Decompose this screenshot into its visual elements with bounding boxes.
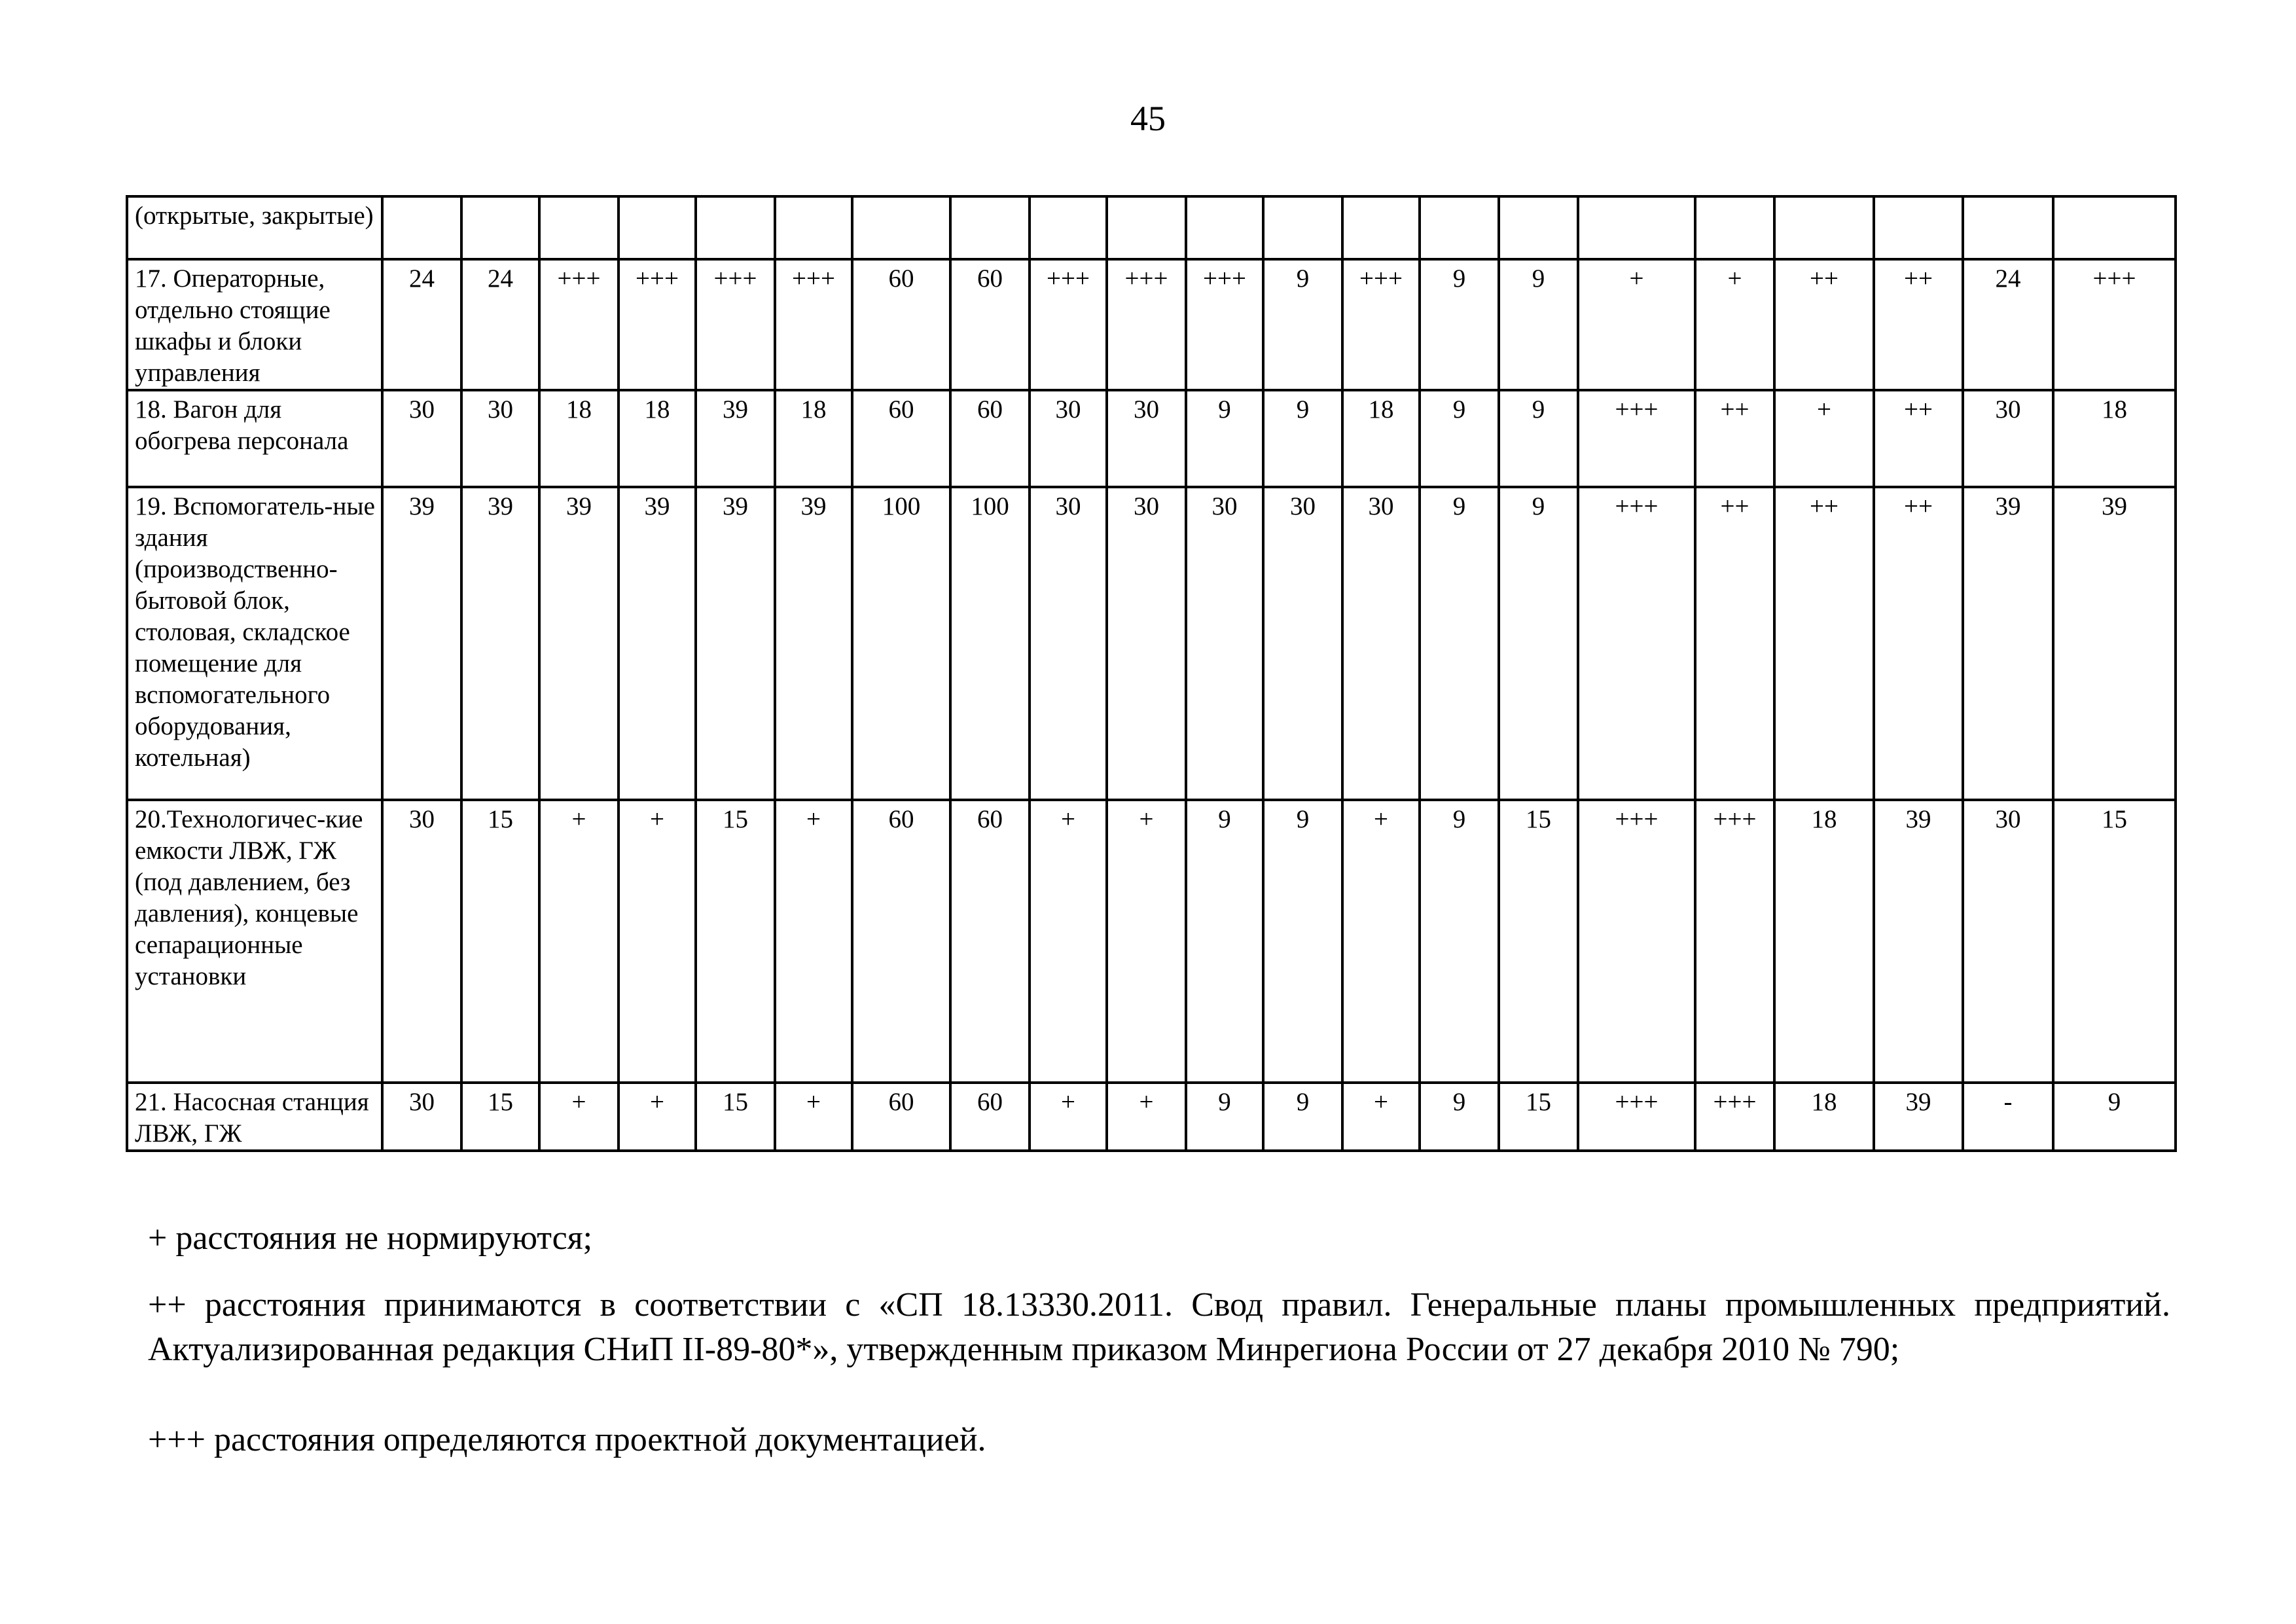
table-cell: 39 [775, 487, 852, 800]
table-cell: 9 [1263, 800, 1342, 1083]
table-cell: 30 [1030, 487, 1107, 800]
table-cell: 18 [1774, 800, 1874, 1083]
table-cell [1695, 196, 1774, 259]
table-cell: 9 [1263, 259, 1342, 390]
table-cell: 39 [696, 487, 775, 800]
table-cell: + [1342, 800, 1420, 1083]
table-cell: 30 [1263, 487, 1342, 800]
table-cell: 9 [2053, 1083, 2176, 1151]
table-cell: 30 [1186, 487, 1263, 800]
table-cell [852, 196, 950, 259]
table-cell: ++ [1695, 390, 1774, 487]
table-cell: 30 [1342, 487, 1420, 800]
table-cell: ++ [1874, 390, 1963, 487]
table-cell: 24 [382, 259, 461, 390]
table-cell: +++ [1342, 259, 1420, 390]
table-row [127, 390, 2176, 487]
table-cell: 30 [1107, 390, 1186, 487]
table-cell: 39 [1963, 487, 2053, 800]
table-cell: 39 [1874, 1083, 1963, 1151]
table-cell: 30 [1963, 800, 2053, 1083]
table-cell: 30 [461, 390, 539, 487]
table-cell: +++ [1578, 487, 1695, 800]
table-cell: ++ [1874, 259, 1963, 390]
table-cell: 60 [950, 390, 1030, 487]
table-cell [539, 196, 619, 259]
table-cell: 24 [1963, 259, 2053, 390]
table-row [127, 487, 2176, 800]
table-cell: 60 [852, 1083, 950, 1151]
table-cell: ++ [1774, 259, 1874, 390]
table-row [127, 800, 2176, 1083]
table-cell: +++ [1578, 390, 1695, 487]
table-cell: 18 [619, 390, 696, 487]
table-cell: 39 [619, 487, 696, 800]
table-cell: 18 [1774, 1083, 1874, 1151]
table-cell: 15 [1499, 1083, 1578, 1151]
table-cell [1420, 196, 1499, 259]
table-cell: +++ [1030, 259, 1107, 390]
row-label: 21. Насосная станция ЛВЖ, ГЖ [127, 1083, 382, 1151]
table-cell: 9 [1499, 487, 1578, 800]
table-cell: ++ [1695, 487, 1774, 800]
table-cell: 39 [539, 487, 619, 800]
table-cell: 39 [461, 487, 539, 800]
table-cell: 9 [1263, 1083, 1342, 1151]
table-cell [2053, 196, 2176, 259]
table-cell [1186, 196, 1263, 259]
table-cell: 100 [950, 487, 1030, 800]
table-cell: 100 [852, 487, 950, 800]
table-cell: + [1342, 1083, 1420, 1151]
table-cell: +++ [775, 259, 852, 390]
table-cell: 9 [1263, 390, 1342, 487]
table-cell: 60 [852, 800, 950, 1083]
table-cell: 9 [1420, 800, 1499, 1083]
table-cell: + [1030, 1083, 1107, 1151]
table-cell: 15 [696, 1083, 775, 1151]
table-cell: 39 [382, 487, 461, 800]
table-cell: 18 [539, 390, 619, 487]
table-cell: +++ [1578, 1083, 1695, 1151]
table-cell: 9 [1186, 1083, 1263, 1151]
table-cell: - [1963, 1083, 2053, 1151]
table-cell: ++ [1774, 487, 1874, 800]
table-cell: 9 [1420, 1083, 1499, 1151]
table-cell: 18 [1342, 390, 1420, 487]
table-cell: + [619, 800, 696, 1083]
table-cell: 9 [1420, 487, 1499, 800]
table-cell [1030, 196, 1107, 259]
table-cell: 30 [1107, 487, 1186, 800]
table-cell: + [1107, 800, 1186, 1083]
table-cell [1263, 196, 1342, 259]
row-label: 17. Операторные, отдельно стоящие шкафы и блоки управления [127, 259, 382, 390]
table-cell [461, 196, 539, 259]
table-cell: + [1578, 259, 1695, 390]
table-cell: 30 [382, 1083, 461, 1151]
table-cell: 60 [950, 800, 1030, 1083]
table-cell: 18 [775, 390, 852, 487]
table-cell: + [1030, 800, 1107, 1083]
table-cell: 9 [1420, 259, 1499, 390]
table-cell: +++ [1578, 800, 1695, 1083]
table-cell: 60 [950, 1083, 1030, 1151]
table-cell [1874, 196, 1963, 259]
table-cell: 15 [1499, 800, 1578, 1083]
table-cell: 60 [852, 259, 950, 390]
legend-double-plus: ++ расстояния принимаются в соответствии с «СП 18.13330.2011. Свод правил. Генеральные планы промышленных предприятий. Актуализированная редакция СНиП II-89-80*», утвержденным приказом Минрегиона России от 27 декабря 2010 № 790; [148, 1286, 2170, 1368]
table-cell [1107, 196, 1186, 259]
table-cell: + [1774, 390, 1874, 487]
table-cell: 15 [696, 800, 775, 1083]
table-cell [1578, 196, 1695, 259]
table-cell: 24 [461, 259, 539, 390]
table-row [127, 196, 2176, 259]
table-cell: + [619, 1083, 696, 1151]
table-cell: 9 [1186, 800, 1263, 1083]
table-cell [950, 196, 1030, 259]
table-cell [619, 196, 696, 259]
table-cell: + [775, 1083, 852, 1151]
table-cell: ++ [1874, 487, 1963, 800]
table-row [127, 259, 2176, 390]
table-cell: +++ [1695, 1083, 1774, 1151]
table-cell: 39 [696, 390, 775, 487]
table-cell: 15 [461, 800, 539, 1083]
table-cell: +++ [619, 259, 696, 390]
table-cell: +++ [1186, 259, 1263, 390]
table-cell: 39 [1874, 800, 1963, 1083]
table-cell: 30 [1963, 390, 2053, 487]
legend-triple-plus: +++ расстояния определяются проектной документацией. [148, 1421, 986, 1458]
table-cell: +++ [539, 259, 619, 390]
table-cell [1342, 196, 1420, 259]
legend-plus: + расстояния не нормируются; [148, 1219, 593, 1257]
page-number: 45 [1130, 99, 1166, 138]
table-cell [696, 196, 775, 259]
table-cell: 9 [1499, 259, 1578, 390]
table-cell: 18 [2053, 390, 2176, 487]
table-cell: +++ [2053, 259, 2176, 390]
table-cell: 30 [382, 800, 461, 1083]
table-cell: 9 [1499, 390, 1578, 487]
table-cell: 30 [382, 390, 461, 487]
table-cell: 9 [1420, 390, 1499, 487]
table-cell [1499, 196, 1578, 259]
table-cell: +++ [1695, 800, 1774, 1083]
table-cell: + [1695, 259, 1774, 390]
distance-table [126, 195, 2177, 1152]
table-cell: + [775, 800, 852, 1083]
table-cell: 15 [461, 1083, 539, 1151]
table-cell [382, 196, 461, 259]
table-cell: 60 [950, 259, 1030, 390]
table-row [127, 1083, 2176, 1151]
table-cell: 15 [2053, 800, 2176, 1083]
table-cell: 60 [852, 390, 950, 487]
table-cell: + [1107, 1083, 1186, 1151]
row-label: 18. Вагон для обогрева персонала [127, 390, 382, 487]
row-label: 20.Технологичес-кие емкости ЛВЖ, ГЖ (под давлением, без давления), концевые сепарационные установки [127, 800, 382, 1083]
table-cell [1774, 196, 1874, 259]
table-cell [775, 196, 852, 259]
table-cell: +++ [696, 259, 775, 390]
table-cell [1963, 196, 2053, 259]
table-cell: + [539, 800, 619, 1083]
table-cell: 9 [1186, 390, 1263, 487]
row-label: 19. Вспомогатель-ные здания (производственно-бытовой блок, столовая, складское помещение для вспомогательного оборудования, котельная) [127, 487, 382, 800]
table-cell: +++ [1107, 259, 1186, 390]
row-label: (открытые, закрытые) [127, 196, 382, 259]
table-cell: 30 [1030, 390, 1107, 487]
table-cell: 39 [2053, 487, 2176, 800]
table-cell: + [539, 1083, 619, 1151]
